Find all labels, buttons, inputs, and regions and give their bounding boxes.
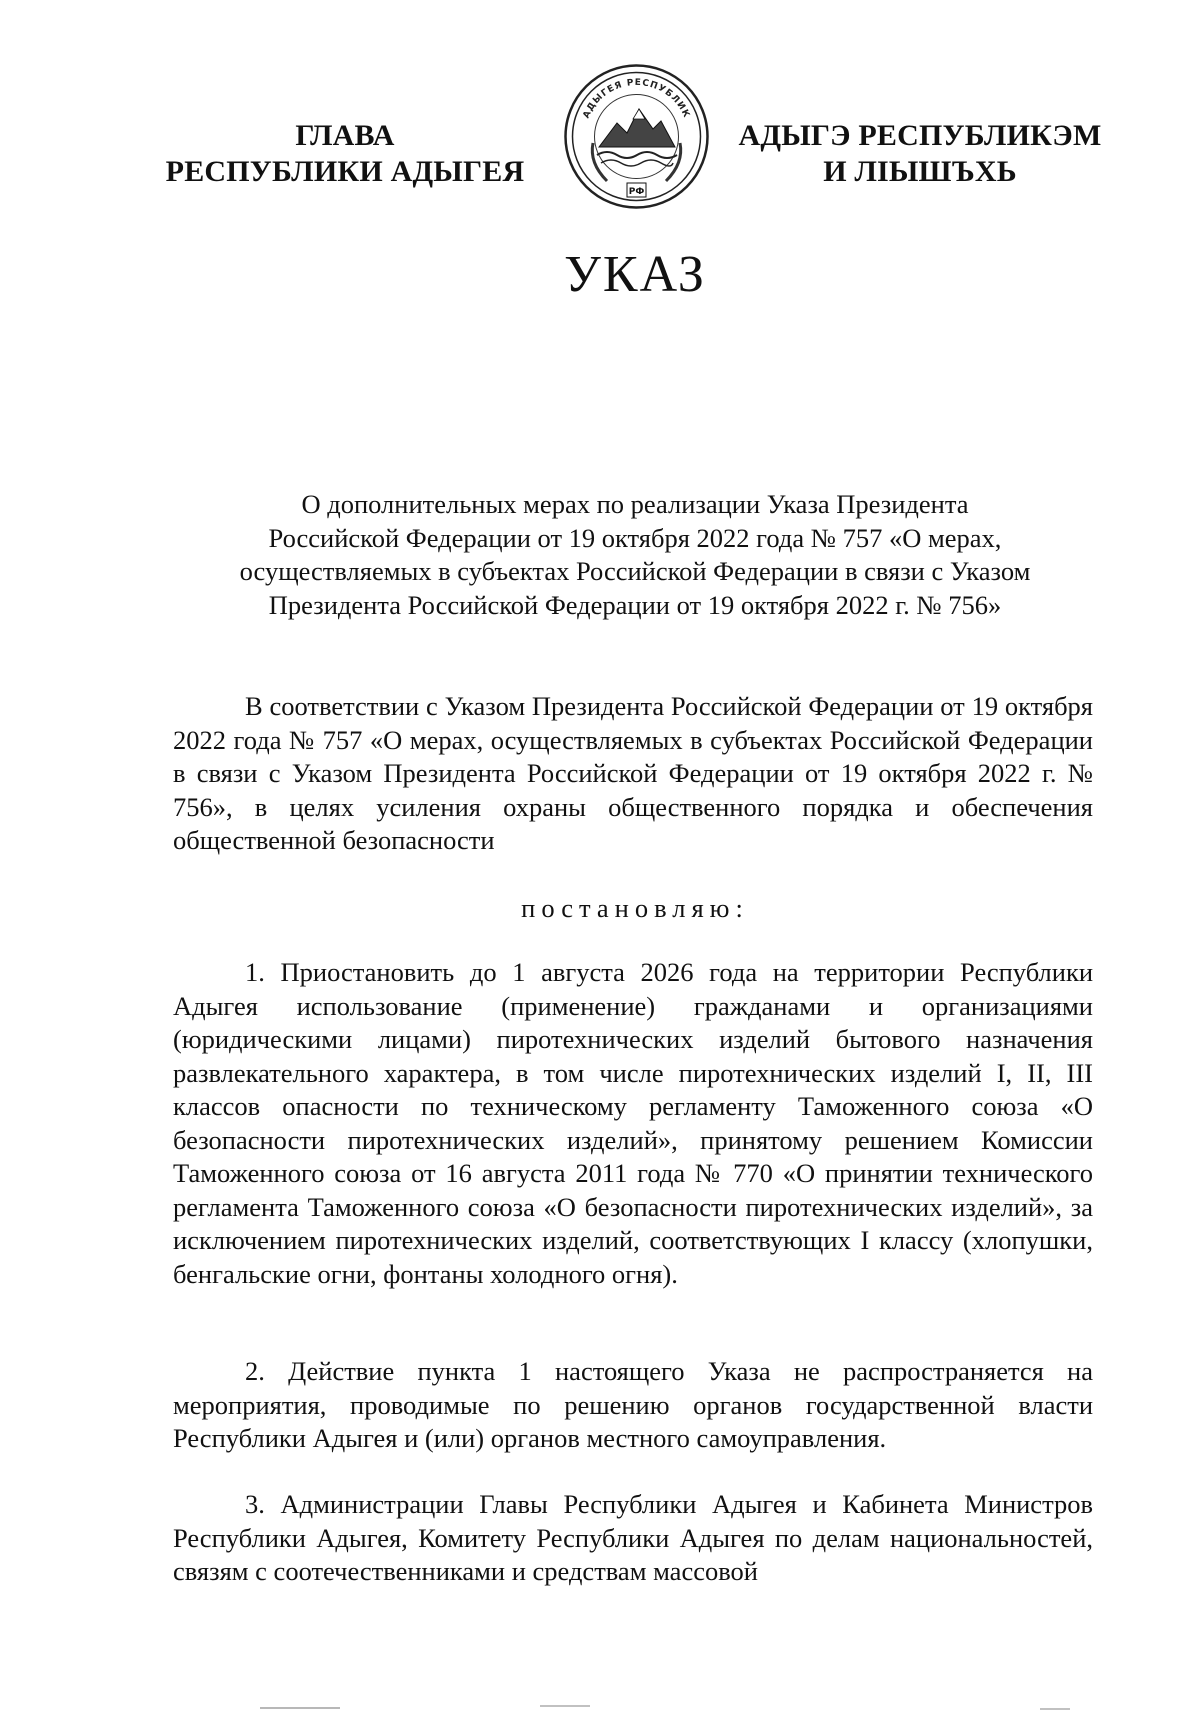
issuer-russian-line1: ГЛАВА — [295, 119, 395, 152]
clause-2: 2. Действие пункта 1 настоящего Указа не распространяется на мероприятия, проводимые по решению органов государственной власти Республики Адыгея и (или) органов местного самоуправления. — [173, 1356, 1093, 1453]
resolution-word: постановляю: — [521, 893, 749, 923]
document-type-title: УКАЗ — [564, 246, 706, 303]
coat-of-arms-emblem — [563, 63, 710, 210]
emblem-rf-text: РФ — [628, 187, 645, 197]
issuer-adyghe — [730, 118, 1110, 190]
issuer-russian — [160, 118, 530, 190]
scan-artifact — [1040, 1708, 1070, 1710]
subject-line: Президента Российской Федерации от 19 октября 2022 г. № 756» — [268, 589, 1002, 620]
subject-line: О дополнительных мерах по реализации Указа Президента — [301, 489, 969, 519]
issuer-russian-line2: РЕСПУБЛИКИ АДЫГЕЯ — [165, 155, 525, 188]
scan-artifact — [540, 1705, 590, 1707]
clause-3: 3. Администрации Главы Республики Адыгея и Кабинета Министров Республики Адыгея, Комитету Республики Адыгея по делам национальностей, связям с соотечественниками и средствам массовой — [173, 1489, 1093, 1586]
preamble-paragraph: В соответствии с Указом Президента Российской Федерации от 19 октября 2022 года № 757 «О мерах, осуществляемых в субъектах Российской Федерации в связи с Указом Президента Российской Федерации от 19 октября 2022 г. № 756», в целях усиления охраны общественного порядка и обеспечения общественной безопасности — [173, 691, 1093, 855]
issuer-adyghe-line2: И ЛІЫШЪХЬ — [823, 155, 1017, 188]
document-subject — [200, 488, 1070, 622]
issuer-adyghe-line1: АДЫГЭ РЕСПУБЛИКЭМ — [738, 119, 1102, 152]
scan-artifact — [260, 1707, 340, 1709]
emblem-text: АДЫГЕЯ РЕСПУБЛИК — [581, 77, 692, 121]
subject-line: Российской Федерации от 19 октября 2022 года № 757 «О мерах, — [268, 522, 1002, 553]
clause-1: 1. Приостановить до 1 августа 2026 года на территории Республики Адыгея использование (применение) гражданами и организациями (юридическими лицами) пиротехнических изделий бытового назначения развлекательного характера, в том числе пиротехнических изделий I, II, III классов опасности по техническому регламенту Таможенного союза «О безопасности пиротехнических изделий», принятому решением Комиссии Таможенного союза от 16 августа 2011 года № 770 «О принятии технического регламента Таможенного союза «О безопасности пиротехнических изделий», за исключением пиротехнических изделий, соответствующих I классу (хлопушки, бенгальские огни, фонтаны холодного огня). — [173, 957, 1093, 1289]
subject-line: осуществляемых в субъектах Российской Федерации в связи с Указом — [239, 556, 1031, 586]
